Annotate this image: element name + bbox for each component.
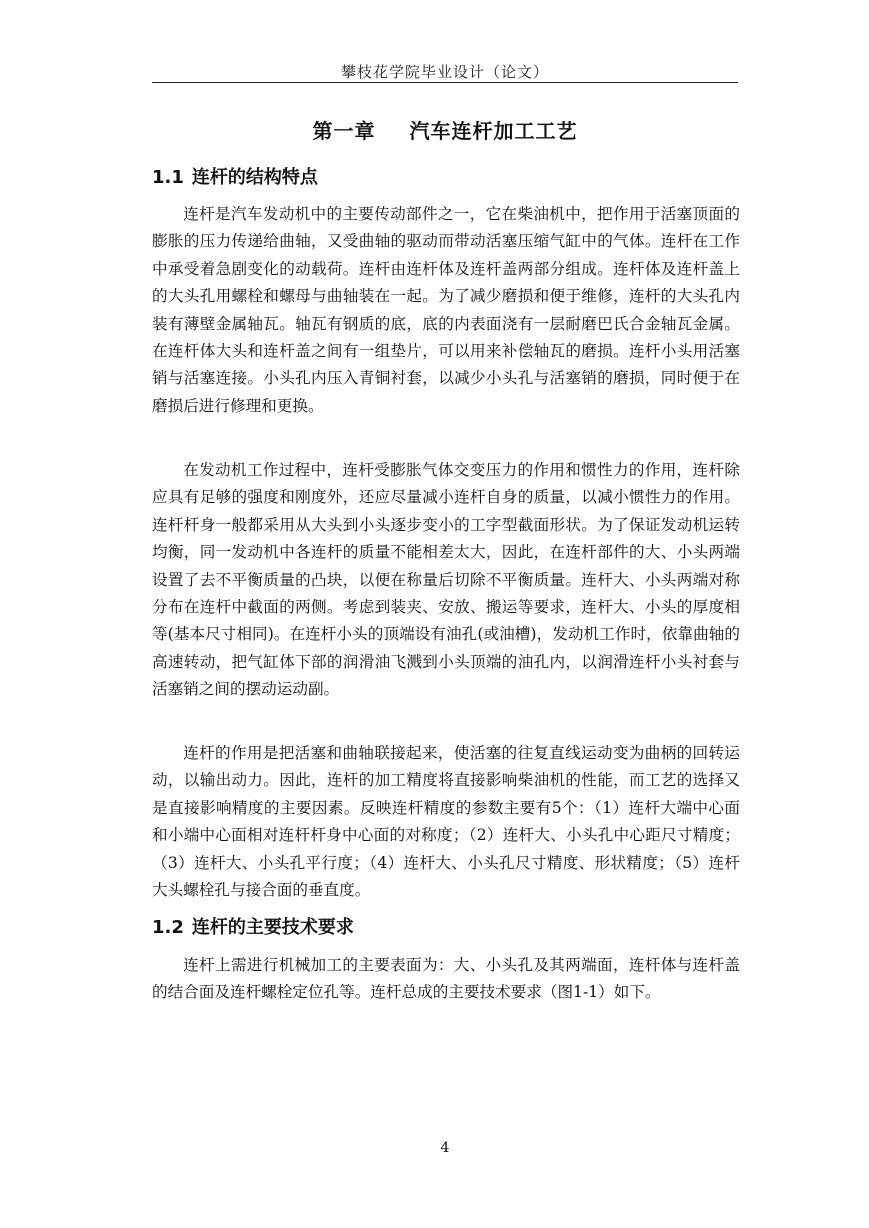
chapter-heading: 汽车连杆加工工艺 <box>409 119 578 143</box>
running-header: 攀枝花学院毕业设计（论文） <box>340 63 549 81</box>
section-heading-1-1 <box>152 163 318 189</box>
paragraph-technical-requirements: 连杆上需进行机械加工的主要表面为：大、小头孔及其两端面，连杆体与连杆盖的结合面及连杆螺栓定位孔等。连杆总成的主要技术要求（图1-1）如下。 <box>152 956 740 1002</box>
section-number: 1.2 <box>152 917 184 938</box>
paragraph-structure: 连杆是汽车发动机中的主要传动部件之一，它在柴油机中，把作用于活塞顶面的膨胀的压力传递给曲轴，又受曲轴的驱动而带动活塞压缩气缸中的气体。连杆在工作中承受着急剧变化的动载荷。连杆由连杆体及连杆盖两部分组成。连杆体及连杆盖上的大头孔用螺栓和螺母与曲轴装在一起。为了减少磨损和便于维修，连杆的大头孔内装有薄壁金属轴瓦。轴瓦有钢质的底，底的内表面浇有一层耐磨巴氏合金轴瓦金属。在连杆体大头和连杆盖之间有一组垫片，可以用来补偿轴瓦的磨损。连杆小头用活塞销与活塞连接。小头孔内压入青铜衬套，以减少小头孔与活塞销的磨损，同时便于在磨损后进行修理和更换。 <box>152 205 740 415</box>
page-number: 4 <box>440 1140 450 1156</box>
section-title: 连杆的结构特点 <box>191 167 318 188</box>
section-title: 连杆的主要技术要求 <box>191 917 354 938</box>
section-number: 1.1 <box>152 167 184 188</box>
chapter-title <box>152 115 738 144</box>
header-divider <box>152 82 738 83</box>
paragraph-function-precision: 连杆的作用是把活塞和曲轴联接起来，使活塞的往复直线运动变为曲柄的回转运动，以输出动力。因此，连杆的加工精度将直接影响柴油机的性能，而工艺的选择又是直接影响精度的主要因素。反映连杆精度的参数主要有5个：（1）连杆大端中心面和小端中心面相对连杆杆身中心面的对称度；（2）连杆大、小头孔中心距尺寸精度；（3）连杆大、小头孔平行度；（4）连杆大、小头孔尺寸精度、形状精度；（5）连杆大头螺栓孔与接合面的垂直度。 <box>152 744 740 900</box>
paragraph-working-process: 在发动机工作过程中，连杆受膨胀气体交变压力的作用和惯性力的作用，连杆除应具有足够的强度和刚度外，还应尽量减小连杆自身的质量，以减小惯性力的作用。连杆杆身一般都采用从大头到小头逐步变小的工字型截面形状。为了保证发动机运转均衡，同一发动机中各连杆的质量不能相差太大，因此，在连杆部件的大、小头两端设置了去不平衡质量的凸块，以便在称量后切除不平衡质量。连杆大、小头两端对称分布在连杆中截面的两侧。考虑到装夹、安放、搬运等要求，连杆大、小头的厚度相等(基本尺寸相同)。在连杆小头的顶端设有油孔(或油槽)，发动机工作时，依靠曲轴的高速转动，把气缸体下部的润滑油飞溅到小头顶端的油孔内，以润滑连杆小头衬套与活塞销之间的摆动运动副。 <box>152 461 740 699</box>
chapter-number: 第一章 <box>312 119 376 143</box>
section-heading-1-2 <box>152 913 354 939</box>
